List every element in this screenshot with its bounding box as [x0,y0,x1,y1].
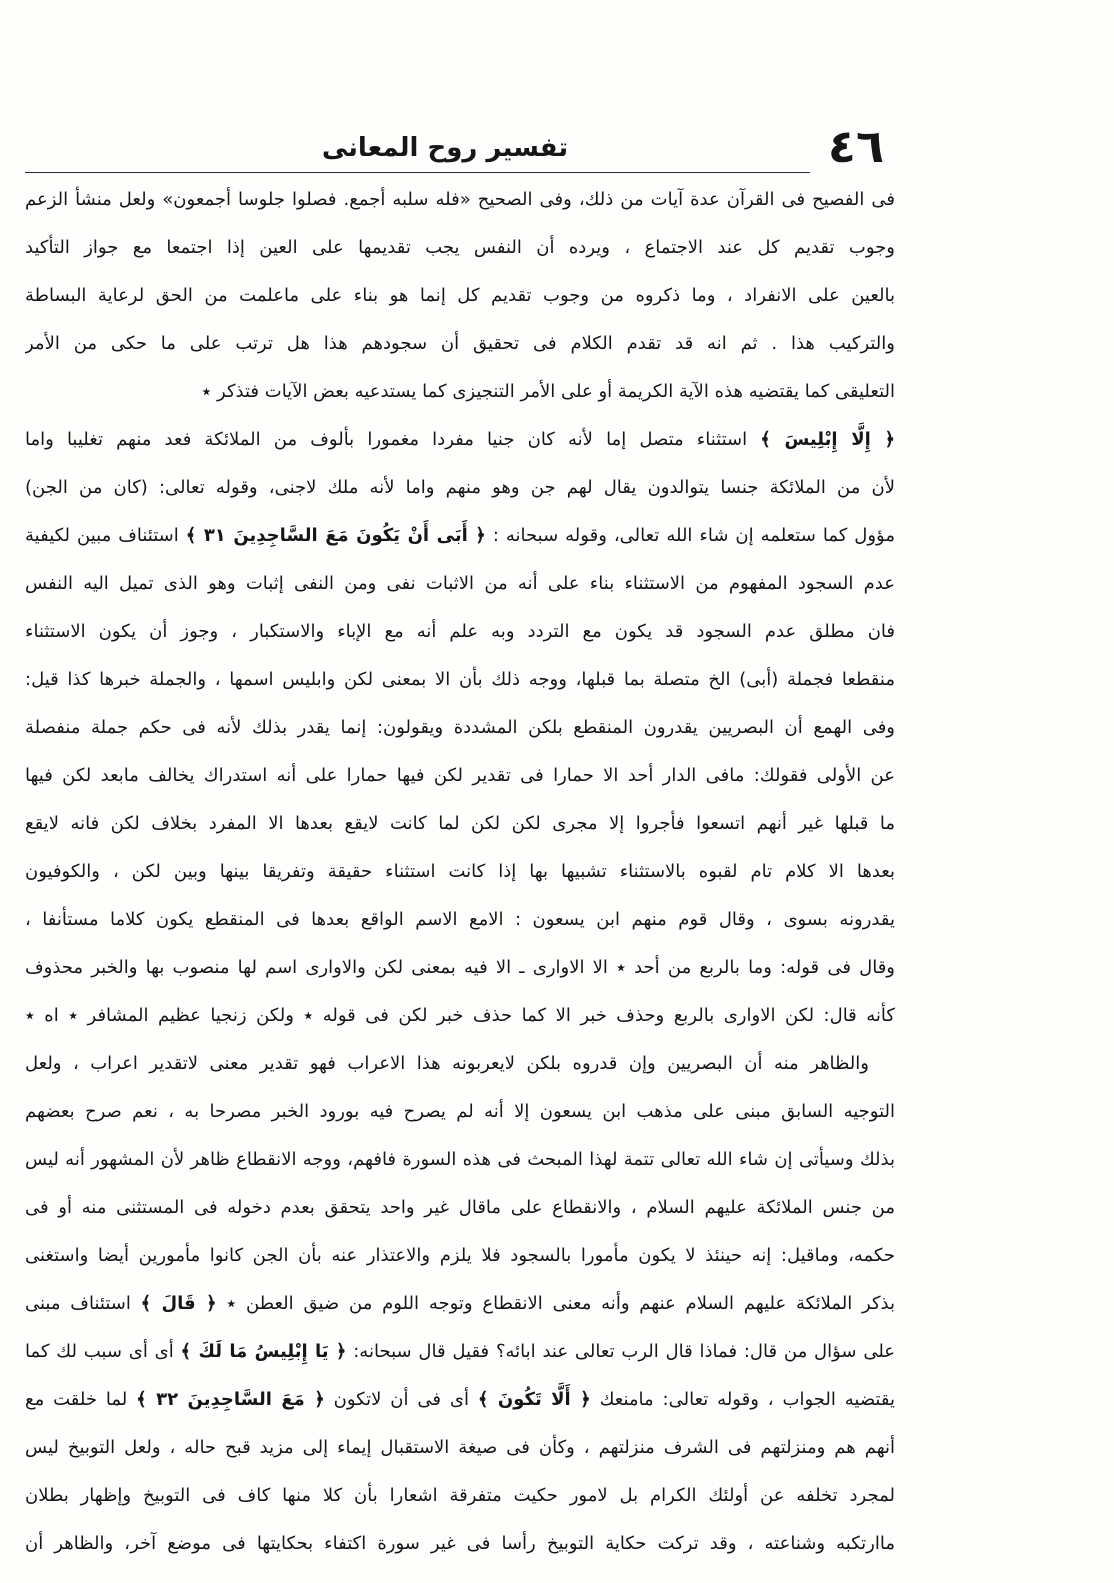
text-line [25,800,895,848]
running-title: تفسير روح المعانى [321,133,569,163]
text-line [25,1328,895,1376]
text-segment: ما قبلها غير أنهم اتسعوا فأجروا إلا مجرى لكن لكن لما كانت لايقع بعدها الا المفرد بخلاف لكن فانه لايقع [25,813,895,834]
text-line [25,848,895,896]
text-segment: لما خلقت مع [25,1389,137,1410]
text-segment: فان مطلق عدم السجود قد يكون مع التردد وبه علم أنه مع الإباء والاستكبار ، وجوز أن يكون الاستثناء [25,621,895,642]
text-segment: عن الأولى فقولك: مافى الدار أحد الا حمارا فى تقدير لكن فيها حمارا على أنه استدراك يخالف مابعد لكن فيها [25,765,895,786]
text-line [25,464,895,512]
text-segment: أى أى سبب لك كما [25,1341,181,1362]
text-segment: أنهم هم ومنزلتهم فى الشرف منزلتهم ، وكأن فى صيغة الاستقبال إيماء إلى مزيد قبح حاله ، ولعل التوبيخ ليس [25,1437,895,1458]
page-number: ٤٦ [827,119,885,173]
text-line [25,1376,895,1424]
text-segment: من جنس الملائكة عليهم السلام ، والانقطاع على ماقال غير واحد يتحقق بعدم دخوله فى المستثنى منه أو فى [25,1197,895,1218]
text-line [25,896,895,944]
text-line [25,704,895,752]
text-line [25,608,895,656]
text-line [25,1184,895,1232]
text-segment: بالعين على الانفراد ، وما ذكروه من وجوب تقديم كل إنما هو بناء على ماعلمت من الحق لرعاية البساطة [25,285,895,306]
text-segment: لأن من الملائكة جنسا يتوالدون يقال لهم جن وهو منهم واما لأنه ملك لاجنى، وقوله تعالى: (كان من الجن) [25,477,895,498]
text-line [25,272,895,320]
text-segment: منقطعا فجملة (أبى) الخ متصلة بما قبلها، ووجه ذلك بأن الا بمعنى لكن وابليس اسمها ، والجملة خبرها كذا قيل: [25,669,895,690]
text-line [25,1232,895,1280]
text-segment: وجوب تقديم كل عند الاجتماع ، ويرده أن النفس يجب تقديمها على العين إذا اجتمعا مع جواز التأكيد [25,237,895,258]
text-segment: يقدرونه بسوى ، وقال قوم منهم ابن يسعون : الامع الاسم الواقع بعدها فى المنقطع يكون كلاما مستأنفا ، [25,909,895,930]
text-line [25,1424,895,1472]
text-segment: يقتضيه الجواب ، وقوله تعالى: مامنعك [590,1389,895,1410]
text-line [25,752,895,800]
text-line [25,560,895,608]
text-segment: كأنه قال: لكن الاوارى بالربع وحذف خبر الا كما حذف خبر لكن فى قوله ٭ ولكن زنجيا عظيم المشافر ٭ اه ٭ [25,1005,895,1026]
text-segment: استئناف مبنى [25,1293,141,1314]
text-line [25,320,895,368]
text-line [25,944,895,992]
header-rule [25,172,810,173]
text-segment: بذلك وسيأتى إن شاء الله تعالى تتمة لهذا المبحث فى هذه السورة فافهم، ووجه الانقطاع ظاهر لأن المشهور أنه ليس [25,1149,895,1170]
text-segment: استئناف مبين لكيفية [25,525,186,546]
quran-verse: ﴿ أَبَى أَنْ يَكُونَ مَعَ السَّاجِدِينَ ٣١ ﴾ [185,525,486,546]
text-line [25,224,895,272]
text-segment: التوجيه السابق مبنى على مذهب ابن يسعون إلا أنه لم يصرح فيه بورود الخبر مصرحا به ، نعم صرح بعضهم [25,1101,895,1122]
text-segment: عدم السجود المفهوم من الاستثناء بناء على أنه من الاثبات نفى ومن النفى إثبات وهو الذى تميل اليه النفس [25,573,895,594]
text-segment: بذكر الملائكة عليهم السلام عنهم وأنه معنى الانقطاع وتوجه اللوم من ضيق العطن ٭ [216,1293,895,1314]
text-line [25,1136,895,1184]
text-line [25,1088,895,1136]
text-block [25,176,895,1568]
text-segment: بعدها الا كلام تام لقبوه بالاستثناء تشبيها بها إذا كانت استثناء حقيقة وتفريقا بينها وبين لكن ، والكوفيون [25,861,895,882]
text-line [25,1472,895,1520]
quran-verse: ﴿ مَعَ السَّاجِدِينَ ٣٢ ﴾ [136,1389,325,1410]
text-line [25,512,895,560]
text-line [25,1040,895,1088]
text-line [25,656,895,704]
text-segment: فى الفصيح فى القرآن عدة آيات من ذلك، وفى الصحيح «فله سلبه أجمع. فصلوا جلوسا أجمعون» ولعل منشأ الزعم [25,189,895,210]
text-segment: والظاهر منه أن البصريين وإن قدروه بلكن لايعربونه هذا الاعراب فهو تقدير معنى لاتقدير اعراب ، ولعل [25,1053,869,1074]
text-segment: وقال فى قوله: وما بالربع من أحد ٭ الا الاوارى ـ الا فيه بمعنى لكن والاوارى اسم لها منصوب بها والخبر محذوف [25,957,895,978]
text-line [25,416,895,464]
text-segment: على سؤال من قال: فماذا قال الرب تعالى عند ابائه؟ فقيل قال سبحانه: [346,1341,895,1362]
text-line [25,1280,895,1328]
text-line [25,368,895,416]
text-segment: التعليقى كما يقتضيه هذه الآية الكريمة أو على الأمر التنجيزى كما يستدعيه بعض الآيات فتذكر ٭ [201,381,895,402]
text-segment: حكمه، وماقيل: إنه حينئذ لا يكون مأمورا بالسجود فلا يلزم والاعتذار عنه بأن الجن كانوا مأمورين أيضا واستغنى [25,1245,895,1266]
text-line [25,1520,895,1568]
text-segment: أى فى أن لاتكون [324,1389,478,1410]
text-segment: والتركيب هذا . ثم انه قد تقدم الكلام فى تحقيق أن سجودهم هذا هل ترتب على ما حكى من الأمر [25,333,895,354]
quran-verse: ﴿ أَلَّا تَكُونَ ﴾ [477,1389,591,1410]
quran-verse: ﴿ قَالَ ﴾ [140,1293,217,1314]
quran-verse: ﴿ إِلَّا إِبْلِيسَ ﴾ [760,429,895,450]
text-segment: وفى الهمع أن البصريين يقدرون المنقطع بلكن المشددة ويقولون: إنما يقدر بذلك لأنه فى حكم جملة منفصلة [25,717,895,738]
text-line [25,176,895,224]
text-segment: استثناء متصل إما لأنه كان جنيا مفردا مغمورا بألوف من الملائكة فعد منهم تغليبا واما [25,429,761,450]
text-segment: ماارتكبه وشناعته ، وقد تركت حكاية التوبيخ رأسا فى غير سورة اكتفاء بحكايتها فى موضع آخر، والظاهر أن [25,1533,895,1554]
text-segment: مؤول كما ستعلمه إن شاء الله تعالى، وقوله سبحانه : [485,525,895,546]
text-line [25,992,895,1040]
quran-verse: ﴿ يَا إِبْلِيسُ مَا لَكَ ﴾ [180,1341,347,1362]
text-segment: لمجرد تخلفه عن أولئك الكرام بل لامور حكيت متفرقة اشعارا بأن كلا منها كاف فى التوبيخ وإظهار بطلان [25,1485,895,1506]
